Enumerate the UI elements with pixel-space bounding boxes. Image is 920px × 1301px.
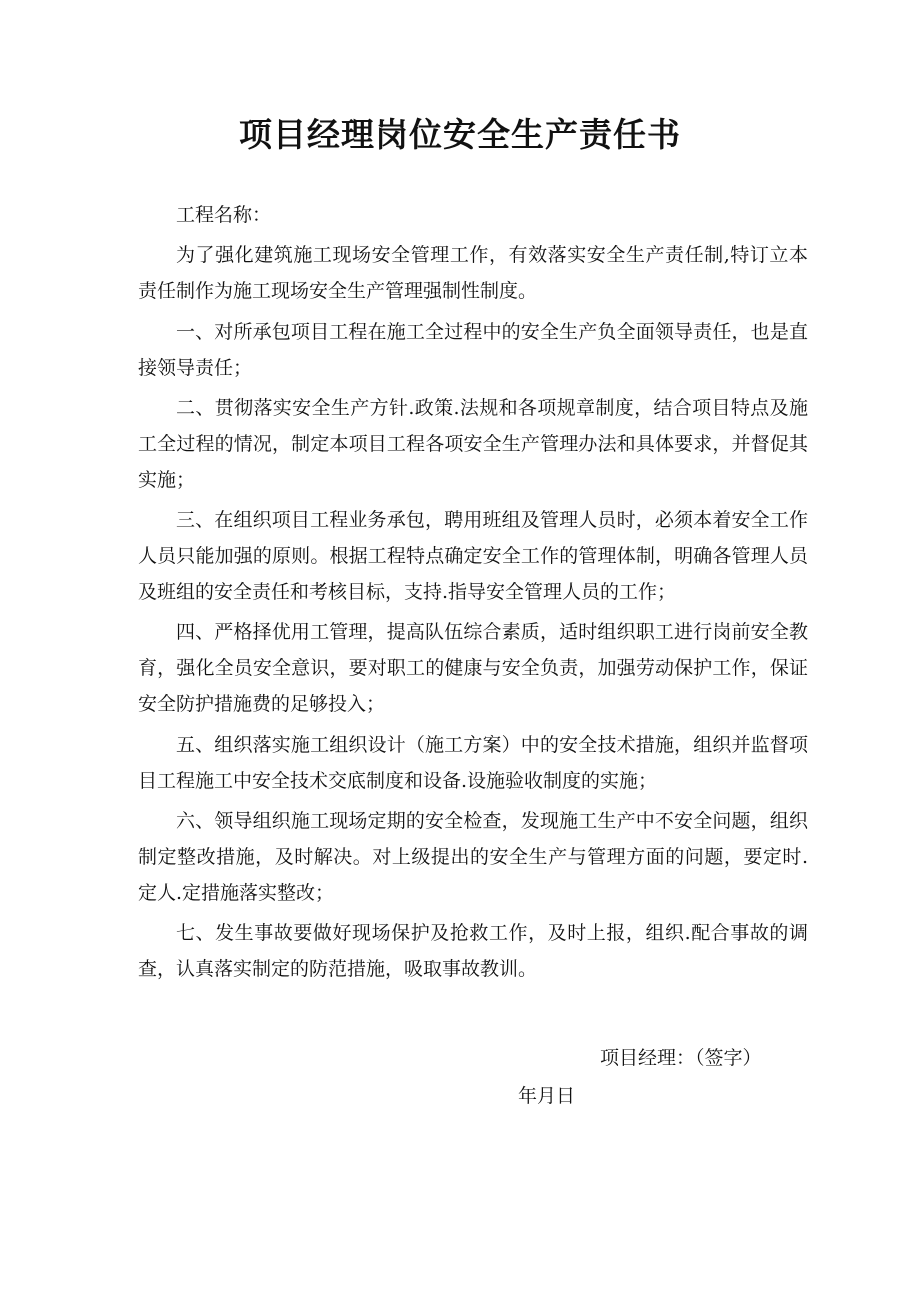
project-name-label: 工程名称： (176, 204, 272, 226)
intro-paragraph: 为了强化建筑施工现场安全管理工作，有效落实安全生产责任制,特订立本责任制作为施工现场安全生产管理强制性制度。 (138, 244, 808, 303)
date-line: 年月日 (518, 1085, 576, 1107)
clause-5: 五、组织落实施工组织设计（施工方案）中的安全技术措施，组织并监督项目工程施工中安全技术交底制度和设备.设施验收制度的实施； (138, 733, 808, 792)
clause-3: 三、在组织项目工程业务承包，聘用班组及管理人员时，必须本着安全工作人员只能加强的原则。根据工程特点确定安全工作的管理体制，明确各管理人员及班组的安全责任和考核目标，支持.指导安全管理人员的工作； (138, 509, 808, 604)
clause-4: 四、严格择优用工管理，提高队伍综合素质，适时组织职工进行岗前安全教育，强化全员安全意识，要对职工的健康与安全负责，加强劳动保护工作，保证安全防护措施费的足够投入； (138, 621, 808, 716)
clause-6: 六、领导组织施工现场定期的安全检查，发现施工生产中不安全问题，组织制定整改措施，及时解决。对上级提出的安全生产与管理方面的问题，要定时.定人.定措施落实整改； (138, 810, 808, 905)
signature-line: 项目经理：（签字） (600, 1047, 762, 1069)
clause-2: 二、贯彻落实安全生产方针.政策.法规和各项规章制度，结合项目特点及施工全过程的情况，制定本项目工程各项安全生产管理办法和具体要求，并督促其实施； (138, 396, 808, 491)
clause-7: 七、发生事故要做好现场保护及抢救工作，及时上报，组织.配合事故的调查，认真落实制定的防范措施，吸取事故教训。 (138, 922, 808, 981)
document-body (138, 197, 808, 992)
document-title: 项目经理岗位安全生产责任书 (239, 115, 681, 154)
clause-1: 一、对所承包项目工程在施工全过程中的安全生产负全面领导责任，也是直接领导责任； (138, 320, 808, 379)
